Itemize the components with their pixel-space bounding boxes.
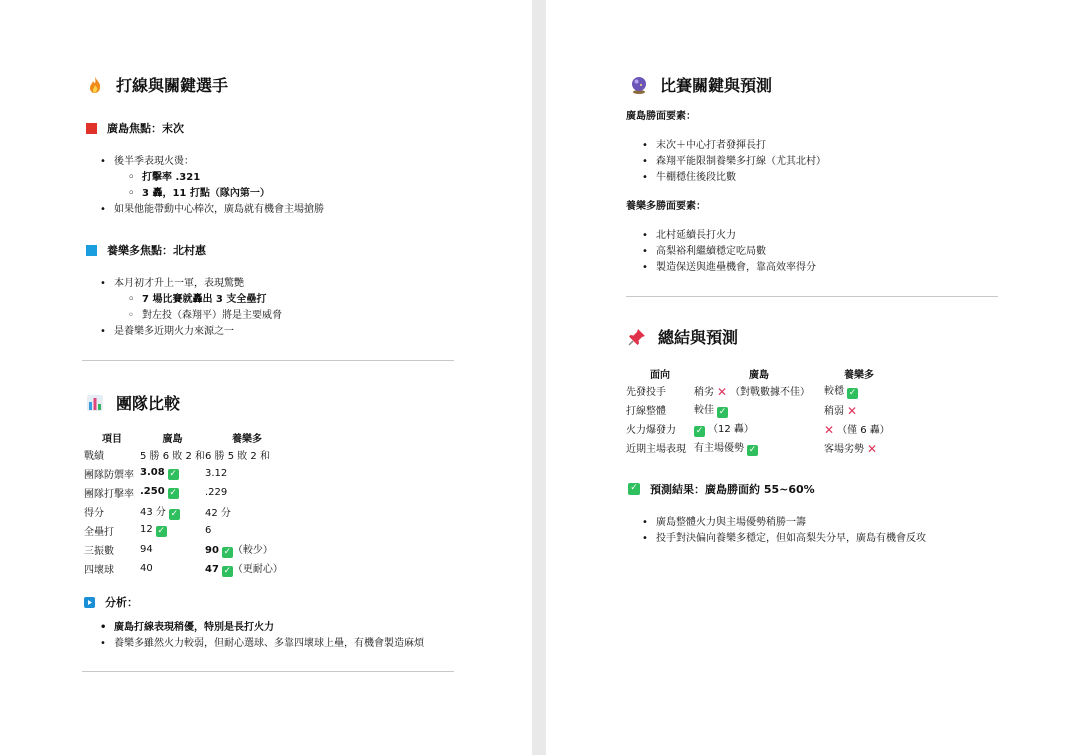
prediction-result-list — [642, 515, 926, 547]
check-icon: ✓ — [223, 547, 232, 557]
summary-table — [626, 365, 894, 457]
section-title-text: 比賽關鍵與預測 — [660, 76, 773, 95]
cell-item: 團隊防禦率 — [84, 470, 134, 481]
cell-hiroshima: 40 — [140, 563, 153, 574]
analysis-heading — [84, 594, 138, 610]
hiroshima-focus-heading — [86, 120, 184, 136]
cell-note: （更耐心） — [232, 564, 283, 575]
cell-hiroshima — [694, 438, 824, 457]
cell-hiroshima — [694, 381, 824, 400]
cell-value: 43 分 — [140, 507, 166, 518]
list-item — [100, 276, 282, 324]
prediction-result-heading — [628, 481, 815, 497]
cell-value: 12 — [140, 524, 153, 535]
cell-hiroshima: 5 勝 6 敗 2 和 — [140, 451, 205, 462]
crystal-ball-icon — [630, 76, 648, 94]
pushpin-icon — [628, 328, 646, 346]
cell-hiroshima — [694, 419, 824, 438]
table-header-row — [84, 429, 289, 445]
cell-yakult — [824, 381, 894, 400]
list-item — [100, 154, 324, 202]
cross-icon: ✕ — [824, 423, 835, 437]
section-title-team-comparison — [86, 391, 180, 414]
section-title-summary — [628, 325, 738, 348]
list-item: ◦ 3 轟，11 打點（隊內第一） — [128, 186, 324, 202]
cell-hiroshima — [140, 502, 205, 521]
divider — [626, 296, 998, 297]
col-header: 養樂多 — [844, 369, 874, 381]
table-row — [626, 400, 894, 419]
cell-hiroshima — [694, 400, 824, 419]
blue-square-icon — [86, 245, 97, 256]
cell-value: 較穩 — [824, 386, 844, 397]
cell-value: 90 — [204, 545, 219, 556]
list-item: • 廣島打線表現稍優，特別是長打火力 — [100, 620, 424, 636]
section-title-batting — [86, 73, 228, 96]
check-icon: ✓ — [223, 566, 232, 576]
cell-item: 得分 — [84, 508, 104, 519]
cell-value: 3.08 — [140, 467, 165, 478]
list-item: ◦ 7 場比賽就轟出 3 支全壘打 — [128, 292, 282, 308]
cell-yakult: 42 分 — [204, 508, 231, 519]
list-item: • 製造保送與進壘機會，靠高效率得分 — [642, 260, 816, 276]
yakult-focus-heading — [86, 242, 206, 258]
table-row — [84, 445, 289, 464]
cell-aspect: 打線整體 — [626, 406, 666, 417]
check-icon: ✓ — [748, 445, 757, 455]
yakult-focus-list — [100, 276, 282, 340]
list-item: • 如果他能帶動中心棒次，廣島就有機會主場搶勝 — [100, 202, 324, 218]
divider — [82, 671, 454, 672]
cell-item: 四壞球 — [84, 565, 114, 576]
cell-aspect: 先發投手 — [626, 387, 666, 398]
list-item: • 高梨裕利繼續穩定吃局數 — [642, 244, 816, 260]
check-icon: ✓ — [718, 407, 727, 417]
page-right — [546, 0, 1080, 755]
cross-icon: ✕ — [867, 442, 878, 456]
cell-value: 客場劣勢 — [824, 444, 864, 455]
list-item: ◦ 對左投（森翔平）將是主要威脅 — [128, 308, 282, 324]
check-icon: ✓ — [169, 488, 177, 498]
cell-item: 全壘打 — [84, 527, 114, 538]
hiroshima-win-factors-label: 廣島勝面要素： — [626, 111, 696, 122]
cell-yakult: 6 — [204, 525, 212, 536]
check-icon: ✓ — [695, 426, 704, 436]
red-square-icon — [86, 123, 97, 134]
cell-hiroshima — [140, 464, 205, 483]
cell-value: 有主場優勢 — [694, 443, 744, 454]
fire-icon — [86, 76, 104, 94]
cell-note: （較少） — [232, 545, 273, 556]
hiroshima-focus-list — [100, 154, 324, 218]
section-title-text: 總結與預測 — [658, 328, 739, 347]
heading-text: 養樂多焦點：北村惠 — [107, 244, 206, 257]
cell-item: 戰績 — [84, 451, 104, 462]
cell-item: 團隊打擊率 — [84, 489, 134, 500]
yakult-win-factors-label: 養樂多勝面要素： — [626, 201, 706, 212]
check-icon: ✓ — [157, 526, 165, 536]
cell-yakult: .229 — [204, 487, 228, 498]
cell-yakult — [205, 540, 289, 559]
list-item: ◦ 打擊率 .321 — [128, 170, 324, 186]
cell-yakult — [205, 559, 289, 578]
list-item: • 養樂多雖然火力較弱，但耐心選球、多靠四壞球上壘，有機會製造麻煩 — [100, 636, 424, 652]
check-icon: ✓ — [170, 509, 179, 519]
cell-item: 三振數 — [84, 546, 114, 557]
table-row — [626, 419, 894, 438]
table-row — [84, 540, 289, 559]
list-item: • 是養樂多近期火力來源之一 — [100, 324, 282, 340]
cell-yakult — [824, 438, 894, 457]
list-item-text: 本月初才升上一軍，表現驚艷 — [114, 278, 244, 289]
cell-aspect: 近期主場表現 — [626, 444, 686, 455]
table-row — [84, 559, 289, 578]
sub-list — [128, 170, 324, 202]
cell-yakult: 3.12 — [204, 468, 228, 479]
check-icon: ✓ — [628, 483, 640, 495]
cell-value: .250 — [140, 486, 165, 497]
cell-yakult: 6 勝 5 敗 2 和 — [204, 451, 270, 462]
heading-text: 預測結果：廣島勝面約 55~60% — [650, 483, 815, 496]
bar-chart-icon — [86, 394, 104, 412]
col-header: 項目 — [102, 433, 122, 445]
cell-yakult — [824, 400, 894, 419]
list-item: • 牛棚穩住後段比數 — [642, 170, 826, 186]
col-header: 養樂多 — [231, 433, 262, 445]
list-item: • 廣島整體火力與主場優勢稍勝一籌 — [642, 515, 926, 531]
list-item: • 末次＋中心打者發揮長打 — [642, 138, 826, 154]
play-button-icon — [84, 597, 95, 608]
check-icon: ✓ — [169, 469, 177, 479]
col-header: 面向 — [650, 369, 670, 381]
divider — [82, 360, 454, 361]
table-row — [626, 381, 894, 400]
cell-value: （12 轟） — [708, 424, 754, 435]
table-row — [84, 521, 289, 540]
table-header-row — [626, 365, 894, 381]
cell-value: （僅 6 轟） — [837, 425, 890, 436]
heading-text: 分析： — [105, 596, 138, 609]
table-row — [84, 502, 289, 521]
cell-value: 較佳 — [694, 405, 714, 416]
analysis-list — [100, 620, 424, 652]
col-header: 廣島 — [749, 369, 769, 381]
cell-aspect: 火力爆發力 — [626, 425, 676, 436]
list-item: • 投手對決偏向養樂多穩定，但如高梨失分早，廣島有機會反攻 — [642, 531, 926, 547]
page-left — [0, 0, 532, 755]
cell-note: （對戰數據不佳） — [730, 387, 811, 398]
cell-hiroshima: 94 — [140, 544, 153, 555]
section-title-text: 團隊比較 — [116, 394, 181, 413]
col-header: 廣島 — [162, 433, 183, 445]
table-row — [626, 438, 894, 457]
list-item: • 森翔平能限制養樂多打線（尤其北村） — [642, 154, 826, 170]
heading-text: 廣島焦點：末次 — [107, 122, 184, 135]
list-item-text: 後半季表現火燙： — [114, 156, 194, 167]
yakult-win-factors-list — [642, 228, 816, 276]
cell-hiroshima — [140, 483, 205, 502]
section-title-keys-prediction — [630, 73, 772, 96]
section-title-text: 打線與關鍵選手 — [116, 76, 229, 95]
table-row — [84, 464, 289, 483]
cell-hiroshima — [140, 521, 205, 540]
list-item: • 北村延續長打火力 — [642, 228, 816, 244]
sub-list — [128, 292, 282, 324]
cross-icon: ✕ — [847, 404, 858, 418]
cell-value: 47 — [204, 564, 219, 575]
cell-value: 稍劣 — [694, 387, 714, 398]
hiroshima-win-factors-list — [642, 138, 826, 186]
cell-yakult — [824, 419, 894, 438]
table-row — [84, 483, 289, 502]
check-icon: ✓ — [848, 388, 857, 398]
cell-value: 稍弱 — [824, 406, 844, 417]
cross-icon: ✕ — [717, 385, 728, 399]
team-comparison-table — [84, 429, 289, 578]
